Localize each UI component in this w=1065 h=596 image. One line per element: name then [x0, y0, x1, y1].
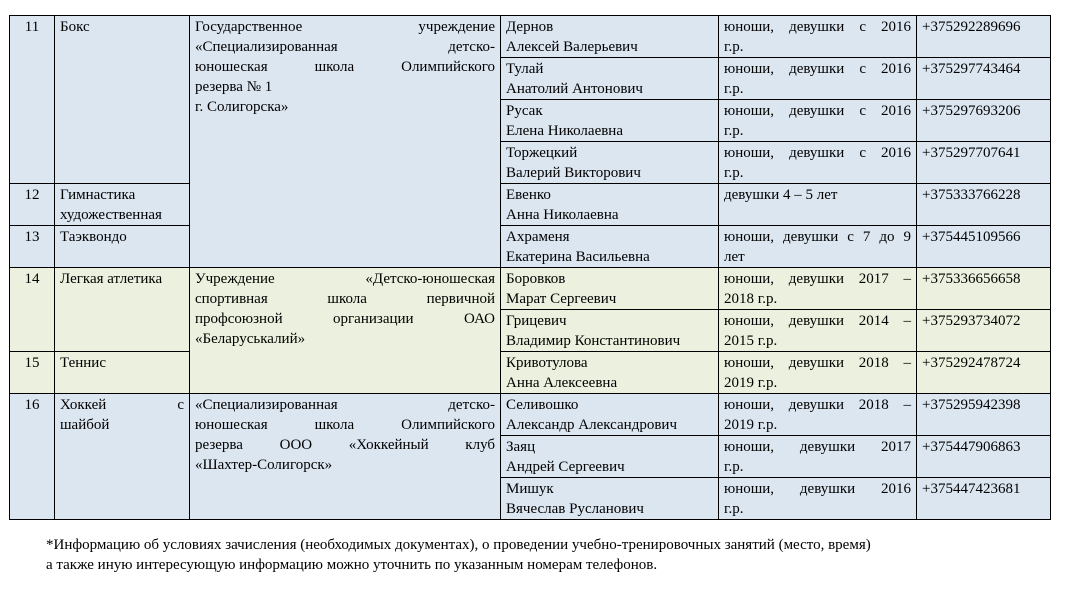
- coach-given-name: Марат Сергеевич: [506, 291, 617, 307]
- phone-number: +375445109566: [917, 226, 1051, 268]
- age-line: юноши, девушки 2018 –: [724, 355, 911, 371]
- age-group: [719, 310, 917, 352]
- organization-line: резерва ООО «Хоккейный клуб: [195, 437, 495, 453]
- organization-line: «Специализированная детско-: [195, 39, 495, 55]
- age-group: [719, 268, 917, 310]
- age-line: юноши, девушки 2014 –: [724, 313, 911, 329]
- sport-name: Таэквондо: [55, 226, 190, 268]
- age-line: г.р.: [724, 123, 744, 139]
- coach-surname: Русак: [506, 103, 543, 119]
- age-group: [719, 478, 917, 520]
- sport-name-line: Хоккей с: [60, 397, 184, 413]
- sport-name: Бокс: [55, 16, 190, 184]
- age-group: [719, 16, 917, 58]
- coach-given-name: Анатолий Антонович: [506, 81, 643, 97]
- coach-name: [501, 436, 719, 478]
- coach-given-name: Владимир Константинович: [506, 333, 681, 349]
- organization-name: [190, 16, 501, 268]
- coach-name: [501, 226, 719, 268]
- age-line: юноши, девушки с 2016: [724, 61, 911, 77]
- coach-given-name: Вячеслав Русланович: [506, 501, 644, 517]
- coach-surname: Мишук: [506, 481, 554, 497]
- age-line: г.р.: [724, 165, 744, 181]
- phone-number: +375447423681: [917, 478, 1051, 520]
- age-group: [719, 142, 917, 184]
- footnote-line: а также иную интересующую информацию можно уточнить по указанным номерам телефонов.: [46, 557, 658, 573]
- age-line: 2018 г.р.: [724, 291, 778, 307]
- coach-surname: Боровков: [506, 271, 566, 287]
- sport-name: [55, 184, 190, 226]
- table-row: [10, 16, 1051, 58]
- sports-sections-table: [9, 15, 1051, 520]
- coach-surname: Евенко: [506, 187, 551, 203]
- age-line: г.р.: [724, 81, 744, 97]
- coach-name: [501, 478, 719, 520]
- phone-number: +375297743464: [917, 58, 1051, 100]
- age-line: лет: [724, 249, 745, 265]
- organization-name: [190, 394, 501, 520]
- organization-line: Учреждение «Детско-юношеская: [195, 271, 495, 287]
- sport-name: Легкая атлетика: [55, 268, 190, 352]
- coach-given-name: Елена Николаевна: [506, 123, 623, 139]
- coach-surname: Торжецкий: [506, 145, 578, 161]
- age-line: г.р.: [724, 39, 744, 55]
- coach-surname: Дернов: [506, 19, 554, 35]
- coach-given-name: Андрей Сергеевич: [506, 459, 625, 475]
- footnote-line: *Информацию об условиях зачисления (необходимых документах), о проведении учебно-тренировочных занятий (место, время): [46, 537, 871, 553]
- age-line: юноши, девушки с 2016: [724, 19, 911, 35]
- age-line: 2019 г.р.: [724, 375, 778, 391]
- phone-number: +375295942398: [917, 394, 1051, 436]
- age-line: 2015 г.р.: [724, 333, 778, 349]
- phone-number: +375336656658: [917, 268, 1051, 310]
- phone-number: +375292478724: [917, 352, 1051, 394]
- row-number: 12: [10, 184, 55, 226]
- sport-name-line: художественная: [60, 207, 162, 223]
- coach-surname: Селивошко: [506, 397, 579, 413]
- coach-given-name: Анна Николаевна: [506, 207, 619, 223]
- sport-name-line: шайбой: [60, 417, 110, 433]
- age-group: [719, 394, 917, 436]
- coach-given-name: Екатерина Васильевна: [506, 249, 650, 265]
- sport-name: [55, 394, 190, 520]
- phone-number: +375292289696: [917, 16, 1051, 58]
- row-number: 11: [10, 16, 55, 184]
- sport-name-line: Гимнастика: [60, 187, 136, 203]
- row-number: 14: [10, 268, 55, 352]
- coach-given-name: Алексей Валерьевич: [506, 39, 638, 55]
- table-row: [10, 352, 1051, 394]
- age-line: юноши, девушки 2017 –: [724, 271, 911, 287]
- coach-name: [501, 100, 719, 142]
- coach-name: [501, 142, 719, 184]
- age-line: г.р.: [724, 459, 744, 475]
- age-line: г.р.: [724, 501, 744, 517]
- coach-given-name: Валерий Викторович: [506, 165, 641, 181]
- phone-number: +375297707641: [917, 142, 1051, 184]
- sport-name: Теннис: [55, 352, 190, 394]
- table-row: [10, 268, 1051, 310]
- coach-surname: Грицевич: [506, 313, 567, 329]
- phone-number: +375297693206: [917, 100, 1051, 142]
- organization-line: «Шахтер-Солигорск»: [195, 457, 333, 473]
- age-group: [719, 436, 917, 478]
- age-line: юноши, девушки с 2016: [724, 145, 911, 161]
- coach-surname: Заяц: [506, 439, 536, 455]
- table-row: [10, 226, 1051, 268]
- organization-line: профсоюзной организации ОАО: [195, 311, 495, 327]
- age-line: юноши, девушки 2016: [724, 481, 911, 497]
- organization-line: «Беларуськалий»: [195, 331, 306, 347]
- age-group: [719, 58, 917, 100]
- organization-name: [190, 268, 501, 394]
- table-row: [10, 394, 1051, 436]
- coach-surname: Ахраменя: [506, 229, 570, 245]
- coach-name: [501, 310, 719, 352]
- age-line: юноши, девушки с 2016: [724, 103, 911, 119]
- coach-given-name: Анна Алексеевна: [506, 375, 618, 391]
- age-line: 2019 г.р.: [724, 417, 778, 433]
- coach-surname: Тулай: [506, 61, 544, 77]
- phone-number: +375333766228: [917, 184, 1051, 226]
- organization-line: г. Солигорска»: [195, 99, 289, 115]
- age-group: [719, 226, 917, 268]
- age-line: юноши, девушки 2017: [724, 439, 911, 455]
- coach-given-name: Александр Александрович: [506, 417, 677, 433]
- age-line: юноши, девушки 2018 –: [724, 397, 911, 413]
- coach-name: [501, 16, 719, 58]
- age-group: [719, 352, 917, 394]
- organization-line: «Специализированная детско-: [195, 397, 495, 413]
- age-group: [719, 184, 917, 226]
- age-group: [719, 100, 917, 142]
- row-number: 13: [10, 226, 55, 268]
- phone-number: +375447906863: [917, 436, 1051, 478]
- coach-surname: Кривотулова: [506, 355, 588, 371]
- organization-line: юношеская школа Олимпийского: [195, 59, 495, 75]
- coach-name: [501, 394, 719, 436]
- organization-line: резерва № 1: [195, 79, 273, 95]
- coach-name: [501, 58, 719, 100]
- organization-line: Государственное учреждение: [195, 19, 495, 35]
- row-number: 16: [10, 394, 55, 520]
- organization-line: спортивная школа первичной: [195, 291, 495, 307]
- coach-name: [501, 268, 719, 310]
- age-line: юноши, девушки с 7 до 9: [724, 229, 911, 245]
- coach-name: [501, 184, 719, 226]
- row-number: 15: [10, 352, 55, 394]
- age-line: девушки 4 – 5 лет: [724, 187, 838, 203]
- footnote: [46, 535, 1026, 575]
- phone-number: +375293734072: [917, 310, 1051, 352]
- organization-line: юношеская школа Олимпийского: [195, 417, 495, 433]
- coach-name: [501, 352, 719, 394]
- table-row: [10, 184, 1051, 226]
